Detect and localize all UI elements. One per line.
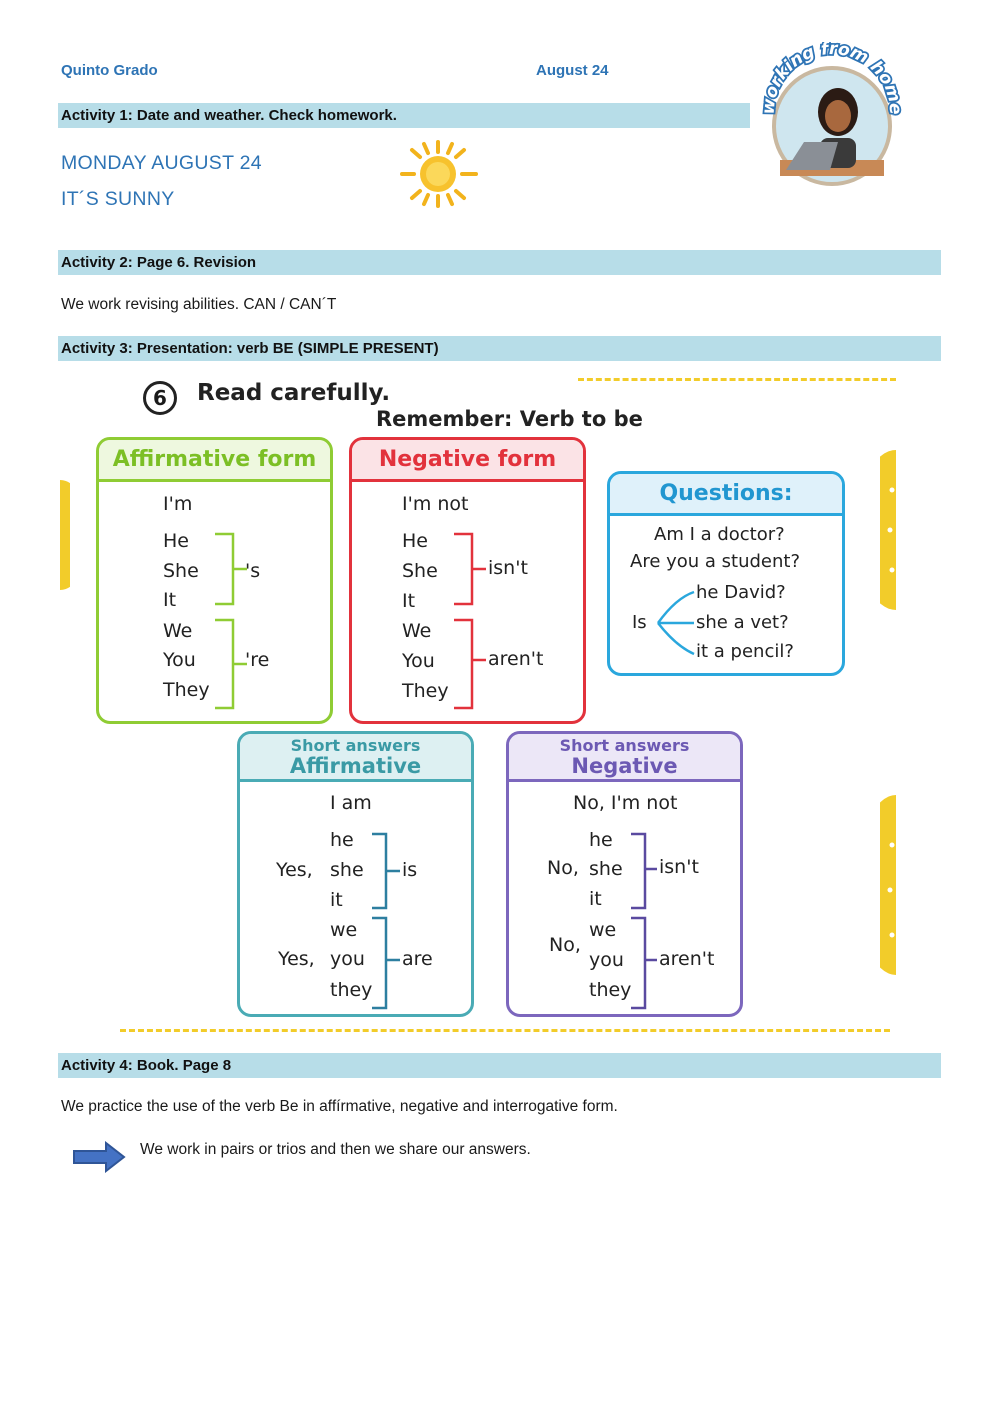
dashed-divider — [120, 1029, 890, 1032]
short-negative-suffix: isn't — [659, 856, 699, 878]
negative-form-title: Negative form — [352, 440, 583, 482]
dashed-divider — [578, 378, 896, 381]
short-negative-pronoun: it — [589, 888, 602, 910]
negative-suffix: aren't — [488, 648, 544, 670]
short-answers-affirmative-box — [237, 731, 474, 1017]
short-negative-brackets — [627, 832, 667, 1012]
question-is-label: Is — [632, 612, 647, 633]
negative-pronoun: We — [402, 620, 432, 642]
short-negative-pronoun: they — [589, 979, 632, 1001]
activity2-heading: Activity 2: Page 6. Revision — [58, 250, 941, 275]
yellow-half-circle — [60, 480, 70, 590]
short-negative-pronoun: he — [589, 829, 613, 851]
working-from-home-badge — [760, 42, 905, 187]
short-negative-pronoun: you — [589, 949, 624, 971]
short-affirmative-pronoun: he — [330, 829, 354, 851]
negative-pronoun: They — [402, 680, 449, 702]
affirmative-pronoun: He — [163, 530, 189, 552]
negative-form-box — [349, 437, 586, 724]
short-affirmative-prefix: Yes, — [278, 948, 315, 970]
affirmative-pronoun: You — [163, 649, 196, 671]
yellow-half-circle — [880, 795, 896, 975]
question-branch: it a pencil? — [696, 641, 794, 662]
questions-title: Questions: — [610, 474, 842, 516]
questions-box — [607, 471, 845, 676]
question-line: Am I a doctor? — [654, 524, 785, 545]
short-answers-negative-box — [506, 731, 743, 1017]
short-negative-first: No, I'm not — [573, 792, 678, 814]
activity4-text: We practice the use of the verb Be in affírmative, negative and interrogative form. — [61, 1098, 618, 1115]
affirmative-pronoun: It — [163, 589, 177, 611]
question-branch: she a vet? — [696, 612, 789, 633]
short-affirmative-heading: Affirmative — [289, 753, 422, 778]
day-date-text: MONDAY AUGUST 24 — [61, 152, 262, 174]
question-branch: he David? — [696, 582, 786, 603]
short-affirmative-suffix: are — [402, 948, 433, 970]
affirmative-pronoun: She — [163, 560, 199, 582]
negative-first: I'm not — [402, 493, 469, 515]
negative-pronoun: She — [402, 560, 438, 582]
short-affirmative-suffix: is — [402, 859, 418, 881]
question-branch-lines — [654, 590, 698, 660]
question-line: Are you a student? — [630, 551, 801, 572]
short-negative-prefix: No, — [547, 857, 579, 879]
yellow-half-circle — [880, 450, 896, 610]
short-negative-title — [509, 734, 740, 782]
weather-text: IT´S SUNNY — [61, 188, 175, 210]
short-negative-heading: Negative — [571, 753, 678, 778]
short-affirmative-subtitle: Short answers — [290, 736, 421, 755]
activity3-heading: Activity 3: Presentation: verb BE (SIMPLE PRESENT) — [58, 336, 941, 361]
short-affirmative-pronoun: they — [330, 979, 373, 1001]
badge-illustration — [760, 42, 905, 187]
affirmative-suffix: 's — [245, 560, 261, 582]
short-affirmative-pronoun: she — [330, 859, 364, 881]
short-negative-subtitle: Short answers — [559, 736, 690, 755]
short-negative-pronoun: she — [589, 858, 623, 880]
svg-text:working from home: working from home — [760, 42, 905, 116]
activity2-text: We work revising abilities. CAN / CAN´T — [61, 296, 337, 313]
affirmative-brackets — [211, 532, 251, 712]
activity4-note: We work in pairs or trios and then we share our answers. — [140, 1141, 531, 1158]
exercise-instruction: Read carefully. — [197, 380, 391, 406]
affirmative-first: I'm — [163, 493, 193, 515]
negative-pronoun: He — [402, 530, 428, 552]
short-affirmative-pronoun: we — [330, 919, 358, 941]
short-negative-pronoun: we — [589, 919, 617, 941]
short-negative-prefix: No, — [549, 934, 581, 956]
remember-title: Remember: Verb to be — [376, 407, 643, 431]
affirmative-pronoun: We — [163, 620, 193, 642]
short-affirmative-pronoun: it — [330, 889, 343, 911]
activity1-heading: Activity 1: Date and weather. Check homework. — [58, 103, 750, 128]
short-affirmative-title — [240, 734, 471, 782]
grade-label: Quinto Grado — [61, 62, 158, 79]
exercise-number: 6 — [143, 381, 177, 415]
arrow-right-icon — [72, 1141, 126, 1173]
sun-icon — [398, 138, 480, 210]
negative-pronoun: It — [402, 590, 416, 612]
negative-suffix: isn't — [488, 557, 528, 579]
date-label: August 24 — [536, 62, 609, 79]
affirmative-pronoun: They — [163, 679, 210, 701]
negative-brackets — [450, 532, 490, 712]
short-affirmative-pronoun: you — [330, 948, 365, 970]
negative-pronoun: You — [402, 650, 435, 672]
activity4-heading: Activity 4: Book. Page 8 — [58, 1053, 941, 1078]
short-affirmative-brackets — [368, 832, 408, 1012]
affirmative-suffix: 're — [245, 649, 270, 671]
affirmative-form-title: Affirmative form — [99, 440, 330, 482]
short-affirmative-prefix: Yes, — [276, 859, 313, 881]
affirmative-form-box — [96, 437, 333, 724]
short-affirmative-first: I am — [330, 792, 372, 814]
short-negative-suffix: aren't — [659, 948, 715, 970]
